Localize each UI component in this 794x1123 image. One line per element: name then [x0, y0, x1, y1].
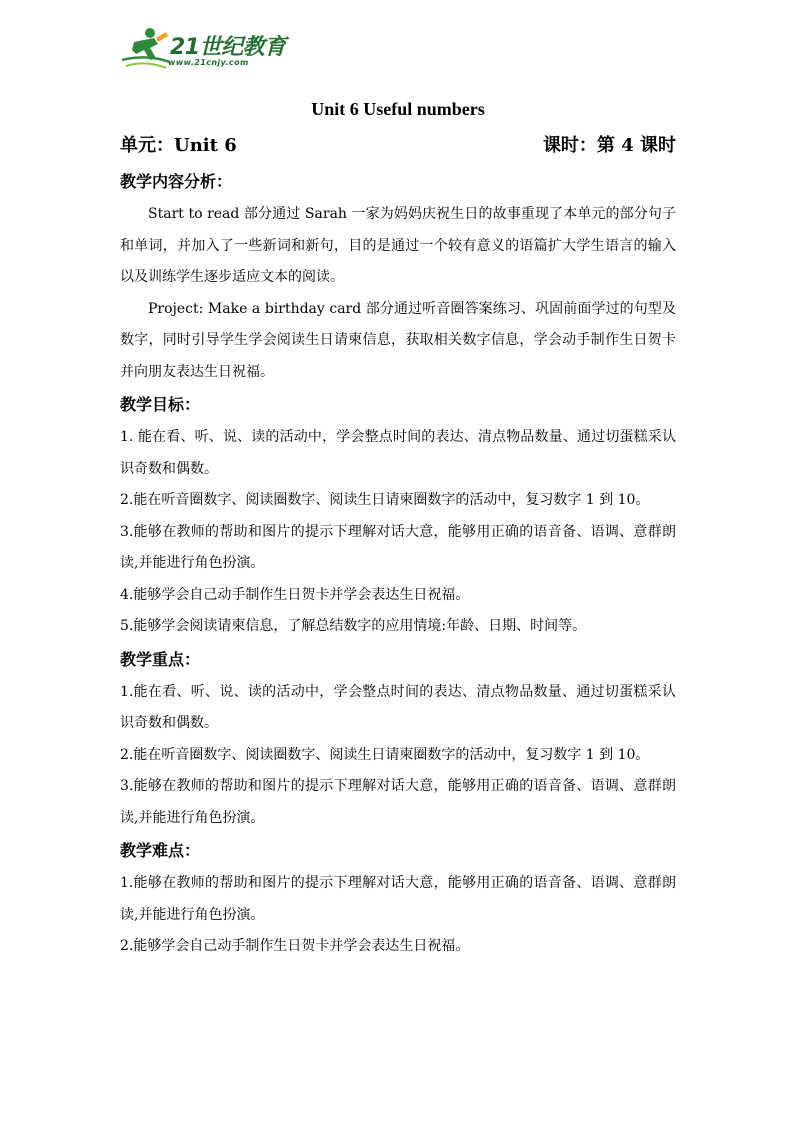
objective-item: 2.能在听音圈数字、阅读圈数字、阅读生日请柬圈数字的活动中，复习数字 1 到 10。	[120, 492, 650, 508]
analysis-paragraph: Start to read 部分通过 Sarah 一家为妈妈庆祝生日的故事重现了本单元的部分句子和单词，并加入了一些新词和新句，目的是通过一个较有意义的语篇扩大学生语言的输入以及训练学生逐步适应文本的阅读。	[120, 206, 676, 285]
difficulty-item: 1.能够在教师的帮助和图片的提示下理解对话大意，能够用正确的语音备、语调、意群朗读,并能进行角色扮演。	[120, 875, 676, 923]
difficulties-heading: 教学难点：	[120, 841, 201, 860]
runner-logo-icon	[120, 26, 172, 70]
logo-name: 21世纪教育	[170, 35, 286, 60]
document-body	[120, 95, 676, 963]
objective-item: 5.能够学会阅读请柬信息，了解总结数字的应用情境:年龄、日期、时间等。	[120, 618, 587, 634]
key-point-item: 3.能够在教师的帮助和图片的提示下理解对话大意，能够用正确的语音备、语调、意群朗读,并能进行角色扮演。	[120, 778, 676, 826]
analysis-heading: 教学内容分析：	[120, 172, 233, 191]
period-label: 课时：第 4 课时	[542, 135, 676, 156]
key-point-item: 1.能在看、听、说、读的活动中，学会整点时间的表达、清点物品数量、通过切蛋糕采认识奇数和偶数。	[120, 683, 676, 731]
analysis-paragraph: Project: Make a birthday card 部分通过听音圈答案练习、巩固前面学过的句型及数字，同时引导学生学会阅读生日请柬信息，获取相关数字信息，学会动手制作生日贺卡并向朋友表达生日祝福。	[120, 300, 676, 380]
key-point-item: 2.能在听音圈数字、阅读圈数字、阅读生日请柬圈数字的活动中，复习数字 1 到 10。	[120, 746, 650, 763]
document-title: Unit 6 Useful numbers	[311, 99, 485, 119]
logo-url: www.21cnjy.com	[168, 58, 249, 67]
objective-item: 4.能够学会自己动手制作生日贺卡并学会表达生日祝福。	[120, 586, 470, 603]
lesson-meta	[120, 127, 676, 165]
key-points-heading: 教学重点：	[120, 649, 201, 669]
objective-item: 3.能够在教师的帮助和图片的提示下理解对话大意，能够用正确的语音备、语调、意群朗读,并能进行角色扮演。	[120, 523, 676, 571]
site-logo	[120, 26, 290, 72]
objectives-heading: 教学目标：	[120, 395, 201, 414]
unit-label: 单元：Unit 6	[120, 135, 237, 156]
difficulty-item: 2.能够学会自己动手制作生日贺卡并学会表达生日祝福。	[120, 938, 470, 954]
objective-item: 1. 能在看、听、说、读的活动中，学会整点时间的表达、清点物品数量、通过切蛋糕采认识奇数和偶数。	[120, 429, 676, 477]
